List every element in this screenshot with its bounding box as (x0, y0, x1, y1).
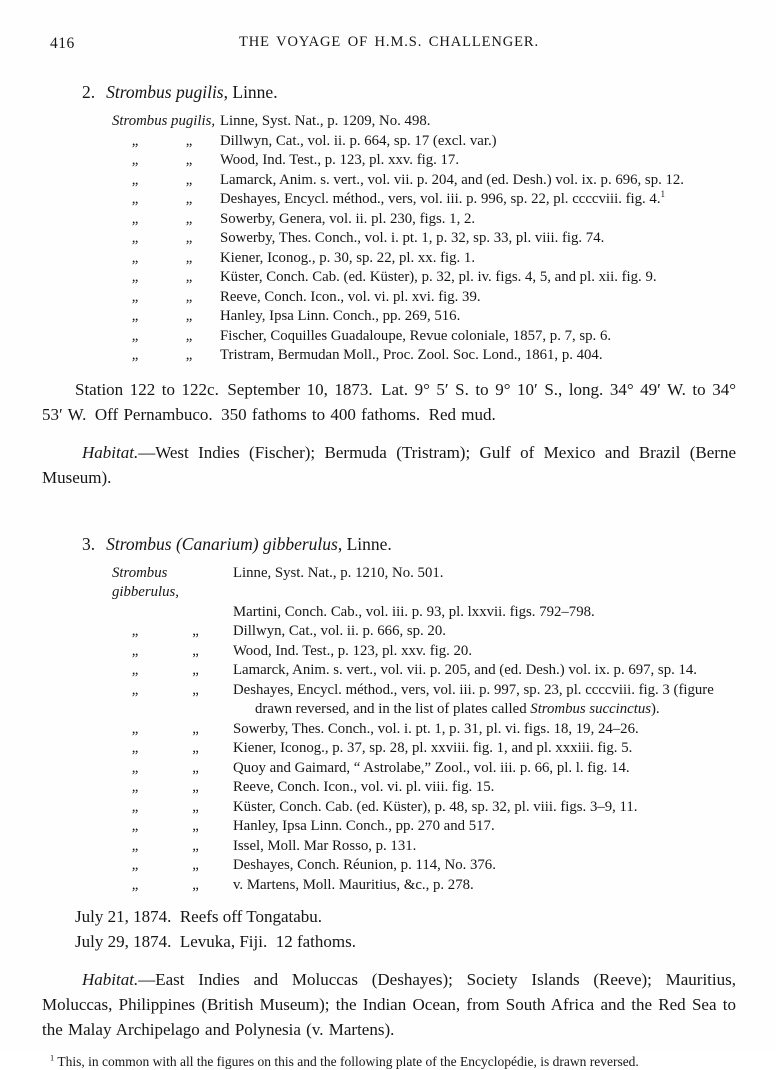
reference-text: Reeve, Conch. Icon., vol. vi. pl. xvi. fig. 39. (220, 288, 481, 305)
ditto-mark: „ (131, 308, 139, 324)
synonymy-row (112, 778, 736, 798)
synonymy-row (112, 249, 736, 269)
reference-text: Linne, Syst. Nat., p. 1210, No. 501. (233, 564, 444, 581)
reference-text: Dillwyn, Cat., vol. ii. p. 666, sp. 20. (233, 623, 446, 639)
synonymy-row (112, 327, 736, 347)
ditto-mark: „ (131, 230, 139, 246)
running-header (42, 34, 736, 56)
species-name-inline: Strombus succinctus (530, 701, 651, 717)
synonymy-row (112, 210, 736, 230)
synonymy-row (112, 837, 736, 857)
ditto-mark: „ (185, 210, 193, 227)
ditto-mark: „ (131, 876, 139, 893)
ditto-mark: „ (185, 132, 193, 149)
reference-text: Wood, Ind. Test., p. 123, pl. xxv. fig. 17. (220, 152, 460, 168)
reference-text: Wood, Ind. Test., p. 123, pl. xxv. fig. 20. (233, 642, 473, 659)
ditto-mark: „ (185, 191, 193, 207)
entry-heading-3 (82, 532, 736, 556)
ditto-mark: „ (185, 288, 193, 305)
ditto-mark: „ (185, 327, 193, 344)
synonymy-row (112, 720, 736, 740)
footnote-marker: 1 (660, 189, 666, 200)
ditto-mark: „ (131, 623, 139, 639)
ditto-mark: „ (131, 269, 139, 285)
reference-text: Sowerby, Thes. Conch., vol. i. pt. 1, p. 32, sp. 33, pl. viii. fig. 74. (220, 230, 605, 246)
synonymy-row (112, 856, 736, 876)
reference-text: Lamarck, Anim. s. vert., vol. vii. p. 205, and (ed. Desh.) vol. ix. p. 697, sp. 14. (233, 662, 697, 678)
ditto-mark: „ (192, 740, 199, 756)
habitat-text: —West Indies (Fischer); Bermuda (Tristram); Gulf of Mexico and Brazil (Berne Museum). (42, 442, 736, 487)
reference-text: Küster, Conch. Cab. (ed. Küster), p. 48, sp. 32, pl. viii. figs. 3–9, 11. (233, 798, 638, 815)
habitat-paragraph-gibberulus (42, 967, 736, 1042)
date-line: July 21, 1874. Reefs off Tongatabu. (75, 907, 323, 926)
ditto-mark: „ (131, 171, 139, 188)
synonymy-row (112, 759, 736, 779)
ditto-mark: „ (131, 740, 139, 756)
synonymy-row (112, 190, 736, 210)
ditto-mark: „ (192, 876, 199, 893)
synonymy-row (112, 346, 736, 366)
ditto-mark: „ (131, 662, 139, 678)
synonymy-row (112, 268, 736, 288)
reference-text: Lamarck, Anim. s. vert., vol. vii. p. 204, and (ed. Desh.) vol. ix. p. 696, sp. 12. (220, 171, 684, 188)
ditto-mark: „ (131, 327, 139, 344)
reference-text: Kiener, Iconog., p. 30, sp. 22, pl. xx. fig. 1. (220, 249, 476, 266)
ditto-mark: „ (131, 210, 139, 227)
footnote (50, 1053, 736, 1070)
reference-text-main: Deshayes, Encycl. méthod., vers, vol. iii. p. 996, sp. 22, pl. ccccviii. fig. 4. (220, 191, 661, 207)
ditto-mark: „ (131, 837, 139, 854)
synonymy-row (112, 229, 736, 249)
synonymy-list-gibberulus (112, 564, 736, 896)
synonymy-row (112, 171, 736, 191)
ditto-mark: „ (131, 132, 139, 149)
reference-text (233, 681, 736, 720)
reference-text: Fischer, Coquilles Guadaloupe, Revue coloniale, 1857, p. 7, sp. 6. (220, 327, 612, 344)
habitat-label: Habitat. (82, 970, 139, 989)
habitat-label: Habitat. (82, 442, 139, 462)
ditto-mark: „ (192, 818, 199, 834)
reference-text: Tristram, Bermudan Moll., Proc. Zool. Soc. Lond., 1861, p. 404. (220, 347, 603, 363)
synonymy-row (112, 876, 736, 896)
ditto-mark: „ (131, 779, 139, 795)
ditto-mark: „ (192, 837, 199, 854)
ditto-mark: „ (192, 662, 199, 678)
ditto-mark: „ (131, 152, 139, 168)
ditto-mark: „ (131, 191, 139, 207)
entry-number: 3. (82, 533, 96, 554)
ditto-mark: „ (131, 857, 139, 873)
continuation-suffix: ). (651, 701, 660, 717)
continuation-prefix: drawn reversed, and in the list of plates called (255, 701, 531, 717)
synonymy-row (112, 739, 736, 759)
ditto-mark: „ (131, 818, 139, 834)
synonymy-list-pugilis (112, 112, 736, 366)
ditto-mark: „ (192, 720, 199, 737)
ditto-mark: „ (131, 642, 139, 659)
ditto-mark: „ (131, 347, 139, 363)
synonymy-row (112, 112, 736, 132)
ditto-mark: „ (185, 347, 193, 363)
ditto-mark: „ (192, 642, 199, 659)
species-name: Strombus pugilis (106, 82, 224, 102)
synonymy-row (112, 603, 736, 623)
reference-text: Reeve, Conch. Icon., vol. vi. pl. viii. fig. 15. (233, 779, 495, 795)
synonymy-row (112, 307, 736, 327)
page-number: 416 (50, 35, 75, 52)
reference-text: Issel, Moll. Mar Rosso, p. 131. (233, 837, 417, 854)
habitat-paragraph-pugilis (42, 440, 736, 490)
ditto-mark: „ (185, 269, 193, 285)
synonymy-row (112, 642, 736, 662)
reference-text (220, 190, 736, 210)
reference-text: Sowerby, Thes. Conch., vol. i. pt. 1, p. 31, pl. vi. figs. 18, 19, 24–26. (233, 720, 639, 737)
ditto-mark: „ (131, 288, 139, 305)
species-name: Strombus gibberulus, (112, 564, 179, 600)
reference-text-continuation (233, 700, 736, 720)
reference-text: Küster, Conch. Cab. (ed. Küster), p. 32, pl. iv. figs. 4, 5, and pl. xii. fig. 9. (220, 269, 657, 285)
reference-text: Quoy and Gaimard, “ Astrolabe,” Zool., vol. iii. p. 66, pl. l. fig. 14. (233, 759, 630, 776)
footnote-marker: 1 (50, 1053, 55, 1063)
reference-text: Dillwyn, Cat., vol. ii. p. 664, sp. 17 (excl. var.) (220, 132, 497, 149)
ditto-mark: „ (185, 249, 193, 266)
synonymy-row (112, 622, 736, 642)
ditto-mark: „ (131, 759, 139, 776)
ditto-mark: „ (192, 623, 199, 639)
ditto-mark: „ (131, 798, 139, 815)
species-name: Strombus pugilis, (112, 113, 216, 129)
reference-text: Martini, Conch. Cab., vol. iii. p. 93, pl. lxxvii. figs. 792–798. (233, 603, 595, 620)
ditto-mark: „ (192, 857, 199, 873)
synonymy-row (112, 564, 736, 603)
reference-text: Hanley, Ipsa Linn. Conch., pp. 270 and 517. (233, 818, 495, 834)
species-author: , Linne. (223, 82, 278, 102)
synonymy-row (112, 798, 736, 818)
entry-heading-2 (82, 80, 736, 104)
ditto-mark: „ (192, 779, 199, 795)
synonymy-row (112, 132, 736, 152)
date-line: July 29, 1874. Levuka, Fiji. 12 fathoms. (75, 932, 356, 951)
station-paragraph: Station 122 to 122c. September 10, 1873. Lat. 9° 5′ S. to 9° 10′ S., long. 34° 49′ W. to 34° 53′ W. Off Pernambuco. 350 fathoms to 400 fathoms. Red mud. (42, 379, 736, 424)
ditto-mark: „ (192, 759, 199, 776)
ditto-mark: „ (131, 720, 139, 737)
synonymy-row (112, 661, 736, 681)
species-author: , Linne. (337, 533, 392, 554)
species-name: Strombus (Canarium) gibberulus (106, 533, 338, 554)
habitat-text: —East Indies and Moluccas (Deshayes); Society Islands (Reeve); Mauritius, Moluccas, Philippines (British Museum); the Indian Ocean, from South Africa and the Red Sea to the Malay Archipelago and Polynesia (v. Martens). (42, 970, 736, 1039)
ditto-mark: „ (192, 798, 199, 815)
running-title: THE VOYAGE OF H.M.S. CHALLENGER. (239, 34, 539, 50)
ditto-mark: „ (185, 171, 193, 188)
reference-text: Linne, Syst. Nat., p. 1209, No. 498. (220, 113, 431, 129)
ditto-mark: „ (185, 230, 193, 246)
collection-dates (75, 904, 736, 954)
ditto-mark: „ (192, 681, 199, 698)
footnote-text: This, in common with all the figures on this and the following plate of the Encyclopédie, is drawn reversed. (57, 1054, 639, 1069)
reference-text: Hanley, Ipsa Linn. Conch., pp. 269, 516. (220, 308, 461, 324)
reference-text-main: Deshayes, Encycl. méthod., vers, vol. iii. p. 997, sp. 23, pl. ccccviii. fig. 3 (figure (233, 681, 714, 698)
reference-text: v. Martens, Moll. Mauritius, &c., p. 278. (233, 876, 474, 893)
entry-number: 2. (82, 82, 96, 102)
ditto-mark: „ (131, 681, 139, 698)
ditto-mark: „ (185, 308, 193, 324)
synonymy-row (112, 817, 736, 837)
synonymy-row (112, 288, 736, 308)
reference-text: Sowerby, Genera, vol. ii. pl. 230, figs. 1, 2. (220, 210, 476, 227)
ditto-mark: „ (131, 249, 139, 266)
synonymy-row (112, 681, 736, 720)
reference-text: Kiener, Iconog., p. 37, sp. 28, pl. xxviii. fig. 1, and pl. xxxiii. fig. 5. (233, 740, 633, 756)
reference-text: Deshayes, Conch. Réunion, p. 114, No. 376. (233, 857, 496, 873)
ditto-mark: „ (185, 152, 193, 168)
synonymy-row (112, 151, 736, 171)
